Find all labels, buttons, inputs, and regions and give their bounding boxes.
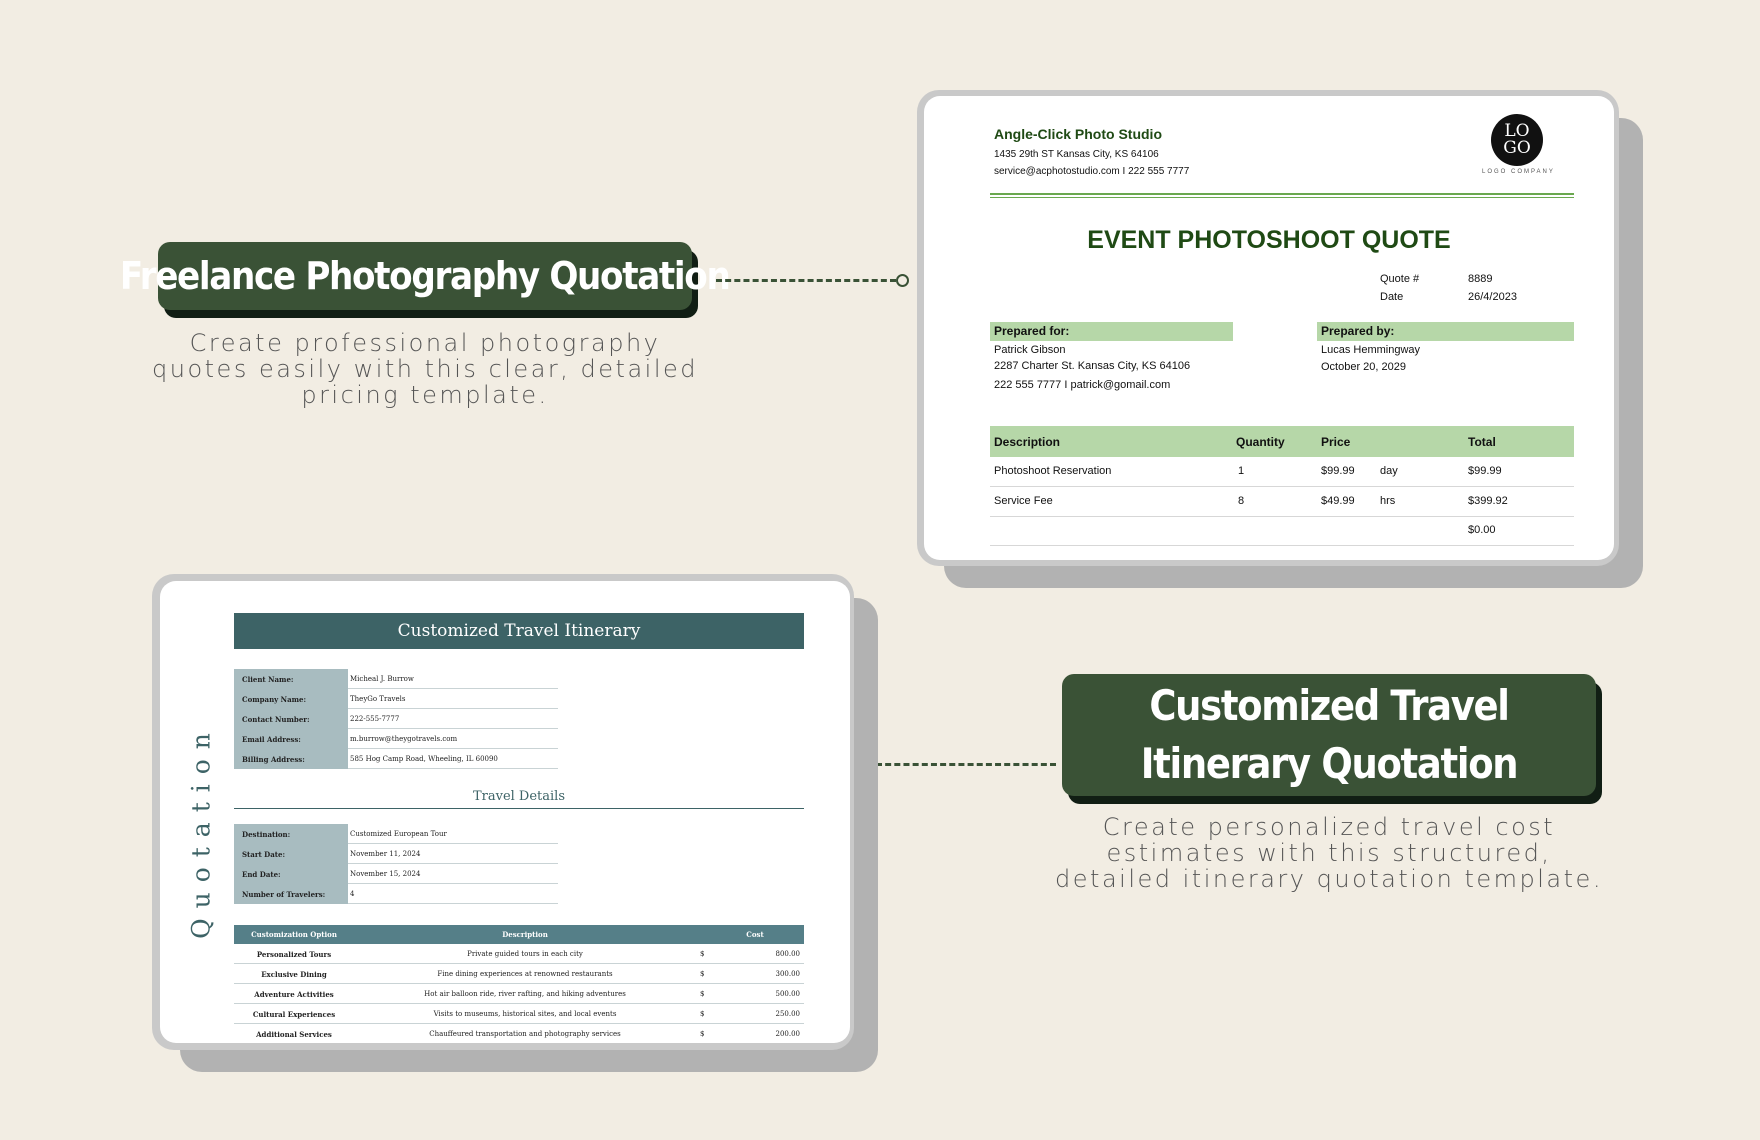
opt-divider-4 — [234, 1023, 804, 1024]
col-option: Customization Option — [251, 930, 337, 939]
col-quantity: Quantity — [1236, 435, 1285, 449]
destination-value: Customized European Tour — [350, 830, 447, 838]
opt-3-cost: 500.00 — [775, 990, 800, 998]
travel-details-rule — [234, 808, 804, 809]
opt-divider-1 — [234, 963, 804, 964]
feature-1-description: Create professional photography quotes easily with this clear, detailed pricing template. — [152, 329, 698, 409]
header-rule-2 — [990, 197, 1574, 198]
start-date-label: Start Date: — [242, 850, 286, 859]
contact-number-label: Contact Number: — [242, 715, 310, 724]
opt-4-name: Cultural Experiences — [252, 1010, 336, 1019]
row-1-total: $99.99 — [1468, 465, 1502, 477]
opt-2-desc: Fine dining experiences at renowned restaurants — [437, 970, 613, 978]
opt-5-cost: 200.00 — [775, 1030, 800, 1038]
company-name-value: TheyGo Travels — [350, 695, 406, 703]
client-divider-2 — [348, 708, 558, 709]
billing-value: 585 Hog Camp Road, Wheeling, IL 60090 — [350, 755, 498, 763]
feature-2-connector — [876, 763, 1056, 766]
opt-5-desc: Chauffeured transportation and photography services — [429, 1030, 621, 1038]
opt-4-desc: Visits to museums, historical sites, and local events — [433, 1010, 617, 1018]
travel-title: Customized Travel Itinerary — [397, 621, 641, 641]
row-3-divider — [990, 545, 1574, 546]
start-date-value: November 11, 2024 — [350, 850, 421, 858]
client-name-value: Micheal J. Burrow — [350, 675, 414, 683]
travel-divider-2 — [348, 863, 558, 864]
travel-divider-3 — [348, 883, 558, 884]
feature-1-badge — [120, 242, 730, 310]
col-total: Total — [1468, 435, 1496, 449]
client-divider-1 — [348, 688, 558, 689]
row-2-divider — [990, 516, 1574, 517]
client-divider-4 — [348, 748, 558, 749]
client-name-label: Client Name: — [242, 675, 294, 684]
col-desc: Description — [502, 930, 548, 939]
col-price: Price — [1321, 435, 1351, 449]
col-cost: Cost — [746, 930, 764, 939]
travel-divider-4 — [348, 903, 558, 904]
opt-divider-3 — [234, 1003, 804, 1004]
prepared-for-contact: 222 555 7777 I patrick@gomail.com — [994, 379, 1171, 391]
row-2-quantity: 8 — [1238, 495, 1245, 507]
row-2-unit: hrs — [1380, 495, 1396, 507]
end-date-label: End Date: — [242, 870, 281, 879]
opt-3-name: Adventure Activities — [254, 990, 334, 999]
quote-number-label: Quote # — [1380, 273, 1420, 285]
opt-4-cost: 250.00 — [775, 1010, 800, 1018]
company-address: 1435 29th ST Kansas City, KS 64106 — [994, 149, 1159, 160]
prepared-for-heading: Prepared for: — [994, 324, 1070, 338]
row-3-total: $0.00 — [1468, 524, 1496, 536]
prepared-by-heading: Prepared by: — [1321, 324, 1395, 338]
row-2-total: $399.92 — [1468, 495, 1508, 507]
row-2-price: $49.99 — [1321, 495, 1355, 507]
feature-2-title: Customized Travel Itinerary Quotation — [1140, 681, 1518, 788]
contact-number-value: 222-555-7777 — [350, 715, 400, 723]
prepared-for-address: 2287 Charter St. Kansas City, KS 64106 — [994, 360, 1191, 372]
end-date-value: November 15, 2024 — [350, 870, 421, 878]
client-divider-5 — [348, 768, 558, 769]
opt-1-name: Personalized Tours — [256, 950, 332, 959]
email-value: m.burrow@theygotravels.com — [350, 735, 458, 743]
feature-1-title: Freelance Photography Quotation — [120, 254, 730, 298]
opt-5-currency: $ — [700, 1030, 705, 1038]
prepared-by-date: October 20, 2029 — [1321, 361, 1407, 373]
date-value: 26/4/2023 — [1468, 291, 1517, 303]
header-rule — [990, 193, 1574, 195]
col-description: Description — [994, 435, 1061, 449]
opt-1-desc: Private guided tours in each city — [467, 950, 583, 958]
row-1-quantity: 1 — [1238, 465, 1245, 477]
row-1-divider — [990, 486, 1574, 487]
destination-label: Destination: — [242, 830, 291, 839]
side-label-text: Quotation — [186, 723, 216, 939]
email-label: Email Address: — [242, 735, 301, 744]
travelers-label: Number of Travelers: — [242, 890, 326, 899]
photo-quote-card — [924, 96, 1614, 560]
opt-1-currency: $ — [700, 950, 705, 958]
row-1-unit: day — [1380, 465, 1398, 477]
logo-icon: LO GO — [1491, 114, 1543, 166]
row-1-price: $99.99 — [1321, 465, 1355, 477]
opt-3-currency: $ — [700, 990, 705, 998]
opt-2-name: Exclusive Dining — [261, 970, 327, 979]
opt-5-name: Additional Services — [256, 1030, 332, 1039]
logo-caption: LOGO COMPANY — [1482, 169, 1555, 175]
client-divider-3 — [348, 728, 558, 729]
travel-quote-card — [160, 581, 850, 1043]
billing-label: Billing Address: — [242, 755, 305, 764]
travelers-value: 4 — [350, 890, 355, 898]
company-contact: service@acphotostudio.com I 222 555 7777 — [994, 166, 1190, 177]
quote-title: EVENT PHOTOSHOOT QUOTE — [1087, 226, 1451, 254]
company-name: Angle-Click Photo Studio — [994, 126, 1162, 142]
company-name-label: Company Name: — [242, 695, 307, 704]
prepared-for-name: Patrick Gibson — [994, 344, 1066, 356]
prepared-by-name: Lucas Hemmingway — [1321, 344, 1421, 356]
travel-divider-1 — [348, 843, 558, 844]
opt-2-cost: 300.00 — [775, 970, 800, 978]
opt-1-cost: 800.00 — [775, 950, 800, 958]
side-label — [186, 723, 216, 939]
quote-number-value: 8889 — [1468, 273, 1493, 285]
row-2-description: Service Fee — [994, 495, 1053, 507]
date-label: Date — [1380, 291, 1404, 303]
feature-2-description: Create personalized travel cost estimates with this structured, detailed itinerary quotation template. — [1055, 813, 1603, 893]
travel-details-heading: Travel Details — [472, 789, 566, 804]
feature-1-connector — [716, 279, 896, 282]
opt-2-currency: $ — [700, 970, 705, 978]
feature-1-connector-dot — [896, 274, 909, 287]
opt-divider-2 — [234, 983, 804, 984]
opt-4-currency: $ — [700, 1010, 705, 1018]
row-1-description: Photoshoot Reservation — [994, 465, 1112, 477]
feature-2-badge — [1062, 674, 1596, 796]
opt-3-desc: Hot air balloon ride, river rafting, and hiking adventures — [424, 990, 626, 998]
